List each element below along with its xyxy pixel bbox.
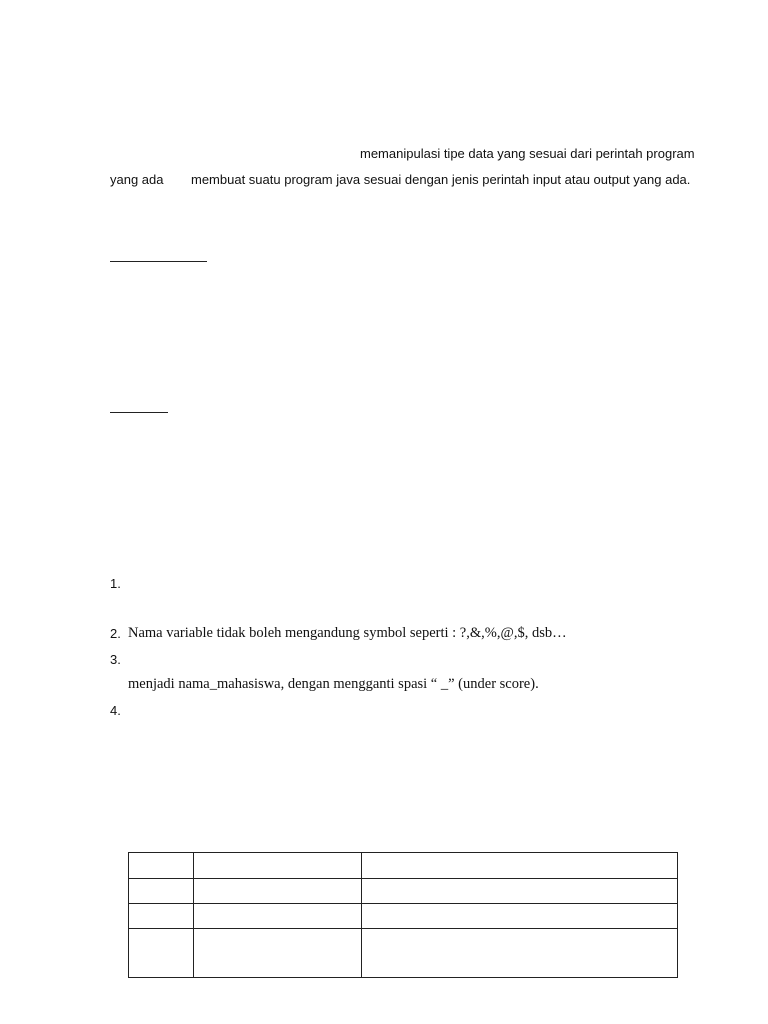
intro-line-2-start: yang ada	[110, 172, 164, 187]
list-number-4: 4.	[110, 703, 121, 718]
table-cell	[194, 879, 362, 904]
table-cell	[129, 853, 194, 879]
intro-line-1: memanipulasi tipe data yang sesuai dari perintah program	[360, 146, 695, 161]
table-row	[129, 904, 678, 929]
intro-line-2-rest: membuat suatu program java sesuai dengan jenis perintah input atau output yang ada.	[191, 172, 691, 187]
data-table	[128, 852, 678, 978]
table-row	[129, 929, 678, 978]
table-cell	[194, 904, 362, 929]
heading-underline-1	[110, 261, 207, 262]
table-cell	[194, 853, 362, 879]
table-cell	[362, 929, 678, 978]
table-cell	[129, 929, 194, 978]
table-cell	[129, 904, 194, 929]
table-cell	[362, 904, 678, 929]
list-number-2: 2.	[110, 626, 121, 641]
table-cell	[362, 879, 678, 904]
list-number-1: 1.	[110, 576, 121, 591]
heading-underline-2	[110, 412, 168, 413]
list-item-3-continuation: menjadi nama_mahasiswa, dengan mengganti spasi “ _” (under score).	[128, 676, 539, 692]
table-row	[129, 879, 678, 904]
table-cell	[194, 929, 362, 978]
list-item-2-text: Nama variable tidak boleh mengandung symbol seperti : ?,&,%,@,$, dsb…	[128, 625, 567, 641]
table-cell	[362, 853, 678, 879]
table-row	[129, 853, 678, 879]
table-cell	[129, 879, 194, 904]
list-number-3: 3.	[110, 652, 121, 667]
